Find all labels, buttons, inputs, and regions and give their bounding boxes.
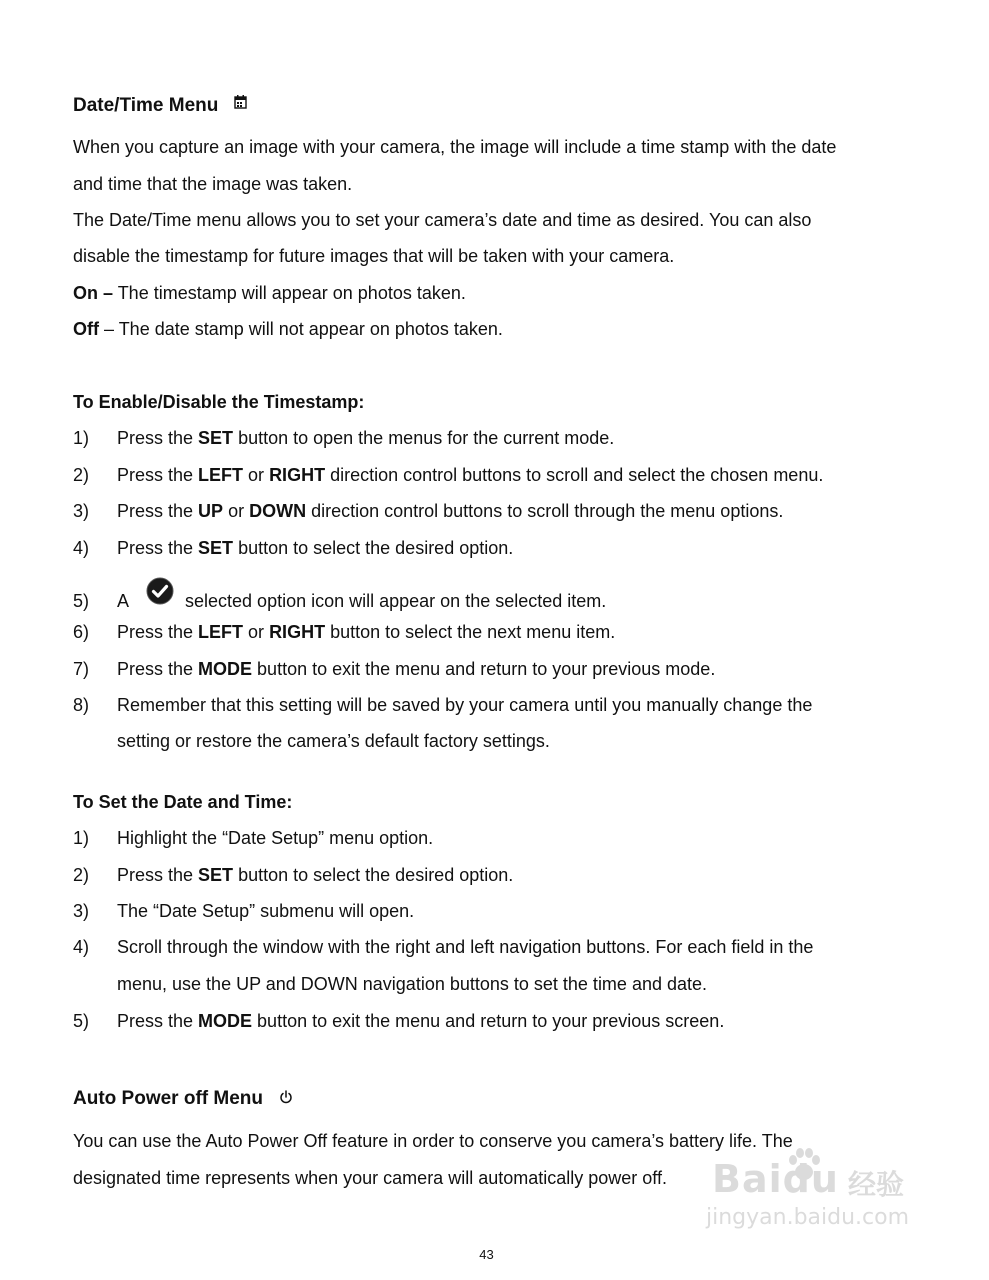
- list-item: [73, 465, 823, 486]
- intro-paragraph-line: When you capture an image with your camera, the image will include a time stamp with the date: [73, 137, 837, 157]
- item-key: LEFT: [198, 622, 244, 642]
- list-number: 6): [73, 622, 90, 642]
- list-number: 4): [73, 937, 90, 957]
- item-text: Press the: [117, 622, 199, 642]
- list-number: 3): [73, 501, 90, 521]
- baidu-watermark: [700, 1135, 940, 1245]
- option-off-label: Off: [73, 319, 99, 339]
- item-key: SET: [198, 428, 234, 448]
- auto-power-off-heading: [73, 1088, 293, 1110]
- list-item: [73, 901, 414, 922]
- list-item-continuation: menu, use the UP and DOWN navigation buttons to set the time and date.: [117, 974, 708, 994]
- item-text: A: [117, 590, 130, 611]
- list-item: [73, 695, 812, 716]
- watermark-cn: 经验: [848, 1168, 905, 1201]
- list-number: 2): [73, 465, 90, 485]
- list-item: [73, 865, 513, 886]
- list-number: 5): [73, 1011, 90, 1031]
- list-item: [73, 428, 614, 449]
- item-text: Press the: [117, 659, 199, 679]
- item-text: Press the: [117, 538, 199, 558]
- item-text: Scroll through the window with the right and left navigation buttons. For each field in the: [117, 937, 814, 957]
- item-text: Press the: [117, 1011, 199, 1031]
- check-circle-icon: [145, 576, 175, 606]
- heading-text: Date/Time Menu: [73, 95, 219, 116]
- auto-power-paragraph-line: You can use the Auto Power Off feature in order to conserve you camera’s battery life. The: [73, 1131, 793, 1151]
- set-date-time-heading: To Set the Date and Time:: [73, 792, 293, 812]
- item-text: The “Date Setup” submenu will open.: [117, 901, 415, 921]
- description-paragraph-line: disable the timestamp for future images that will be taken with your camera.: [73, 246, 675, 266]
- calendar-icon: [234, 93, 248, 107]
- list-number: 7): [73, 659, 90, 679]
- paw-icon: [784, 1145, 824, 1185]
- item-key: SET: [198, 538, 234, 558]
- item-text: button to select the desired option.: [233, 865, 514, 885]
- list-item: [73, 501, 783, 522]
- item-text: Press the: [117, 428, 199, 448]
- item-text: button to select the desired option.: [233, 538, 514, 558]
- option-on-label: On –: [73, 283, 114, 303]
- item-key: MODE: [198, 1011, 253, 1031]
- item-text: direction control buttons to scroll through the menu options.: [306, 501, 784, 521]
- list-item: [73, 828, 433, 849]
- list-item: [73, 586, 606, 616]
- list-number: 8): [73, 695, 90, 715]
- item-text: Press the: [117, 501, 199, 521]
- item-key: RIGHT: [269, 465, 326, 485]
- item-key: UP: [198, 501, 224, 521]
- item-key: SET: [198, 865, 234, 885]
- list-number: 1): [73, 428, 90, 448]
- list-number: 5): [73, 590, 90, 611]
- option-off: [73, 319, 503, 340]
- list-item: [73, 622, 615, 643]
- date-time-menu-heading: [73, 95, 248, 117]
- item-text: Remember that this setting will be saved by your camera until you manually change the: [117, 695, 813, 715]
- item-text: direction control buttons to scroll and select the chosen menu.: [325, 465, 824, 485]
- item-text: or: [243, 622, 270, 642]
- auto-power-paragraph-line: designated time represents when your camera will automatically power off.: [73, 1168, 667, 1188]
- item-text: or: [243, 465, 270, 485]
- option-on: [73, 283, 466, 304]
- watermark-url: jingyan.baidu.com: [706, 1205, 910, 1230]
- list-item: [73, 1011, 724, 1032]
- list-item: [73, 937, 813, 958]
- item-text: or: [223, 501, 250, 521]
- item-text: selected option icon will appear on the selected item.: [185, 590, 607, 611]
- description-paragraph-line: The Date/Time menu allows you to set your camera’s date and time as desired. You can also: [73, 210, 812, 230]
- item-key: LEFT: [198, 465, 244, 485]
- list-item: [73, 659, 715, 680]
- list-number: 1): [73, 828, 90, 848]
- item-text: button to select the next menu item.: [325, 622, 616, 642]
- page-number: 43: [479, 1247, 494, 1262]
- option-on-text: The timestamp will appear on photos taken.: [113, 283, 466, 303]
- item-text: Press the: [117, 865, 199, 885]
- power-icon: [279, 1088, 293, 1102]
- list-number: 4): [73, 538, 90, 558]
- list-number: 2): [73, 865, 90, 885]
- item-text: button to exit the menu and return to your previous screen.: [252, 1011, 725, 1031]
- list-item-continuation: setting or restore the camera’s default factory settings.: [117, 731, 550, 751]
- heading-text: Auto Power off Menu: [73, 1088, 263, 1109]
- item-key: DOWN: [249, 501, 307, 521]
- watermark-brand: Baidu: [712, 1157, 839, 1201]
- item-text: button to exit the menu and return to your previous mode.: [252, 659, 716, 679]
- item-text: Highlight the “Date Setup” menu option.: [117, 828, 434, 848]
- item-key: RIGHT: [269, 622, 326, 642]
- list-item: [73, 538, 513, 559]
- item-text: Press the: [117, 465, 199, 485]
- item-text: button to open the menus for the current mode.: [233, 428, 615, 448]
- option-off-text: – The date stamp will not appear on photos taken.: [99, 319, 503, 339]
- item-key: MODE: [198, 659, 253, 679]
- list-number: 3): [73, 901, 90, 921]
- intro-paragraph-line: and time that the image was taken.: [73, 174, 353, 194]
- enable-timestamp-heading: To Enable/Disable the Timestamp:: [73, 392, 365, 412]
